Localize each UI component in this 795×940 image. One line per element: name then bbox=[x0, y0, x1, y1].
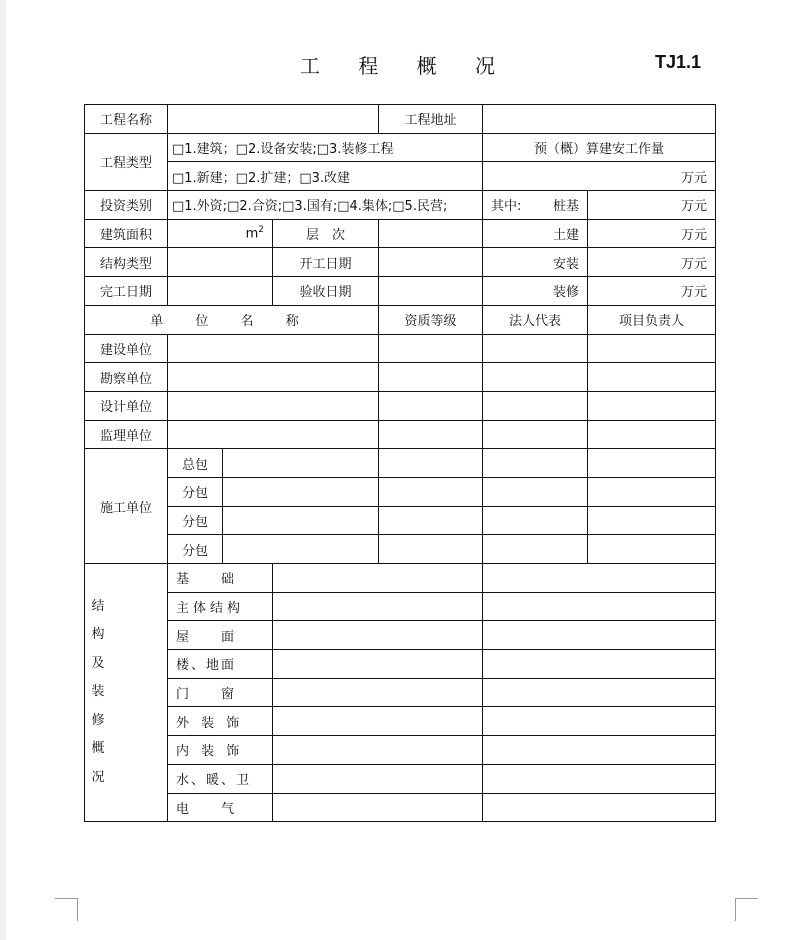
party-label: 勘察单位 bbox=[85, 363, 168, 392]
overview-item-note-field[interactable] bbox=[483, 707, 716, 736]
party-name-field[interactable] bbox=[168, 391, 379, 420]
contractor-qualification-field[interactable] bbox=[379, 477, 483, 506]
contractor-manager-field[interactable] bbox=[588, 477, 716, 506]
project-overview-table bbox=[84, 104, 716, 822]
start-date-label: 开工日期 bbox=[273, 248, 379, 277]
party-manager-field[interactable] bbox=[588, 334, 716, 363]
overview-item-note-field[interactable] bbox=[483, 650, 716, 679]
overview-item-label: 水、暖、卫 bbox=[168, 764, 273, 793]
budget-label: 预（概）算建安工作量 bbox=[483, 133, 716, 162]
contractor-manager-field[interactable] bbox=[588, 449, 716, 478]
party-label: 建设单位 bbox=[85, 334, 168, 363]
contractor-name-field[interactable] bbox=[223, 506, 379, 535]
overview-item-field[interactable] bbox=[273, 564, 483, 593]
legal-rep-header: 法人代表 bbox=[483, 305, 588, 334]
civil-label: 土建 bbox=[483, 219, 588, 248]
finish-date-label: 完工日期 bbox=[85, 277, 168, 306]
decoration-unit: 万元 bbox=[588, 277, 716, 306]
project-address-label: 工程地址 bbox=[379, 105, 483, 134]
contractor-legal-rep-field[interactable] bbox=[483, 449, 588, 478]
area-label: 建筑面积 bbox=[85, 219, 168, 248]
accept-date-field[interactable] bbox=[379, 277, 483, 306]
overview-item-label: 内 装 饰 bbox=[168, 736, 273, 765]
contractor-name-field[interactable] bbox=[223, 535, 379, 564]
pile-label: 其中: 桩基 bbox=[483, 191, 588, 220]
invest-type-options[interactable]: □1.外资;□2.合资;□3.国有;□4.集体;□5.民营; bbox=[168, 191, 483, 220]
overview-item-label: 屋 面 bbox=[168, 621, 273, 650]
party-name-field[interactable] bbox=[168, 334, 379, 363]
construction-unit-label: 施工单位 bbox=[85, 449, 168, 564]
contractor-legal-rep-field[interactable] bbox=[483, 535, 588, 564]
sub-contract-label: 分包 bbox=[168, 477, 223, 506]
general-contract-label: 总包 bbox=[168, 449, 223, 478]
overview-item-note-field[interactable] bbox=[483, 678, 716, 707]
start-date-field[interactable] bbox=[379, 248, 483, 277]
project-address-field[interactable] bbox=[483, 105, 716, 134]
document-title: 工 程 概 况 bbox=[299, 54, 512, 78]
sub-contract-label: 分包 bbox=[168, 506, 223, 535]
overview-item-note-field[interactable] bbox=[483, 592, 716, 621]
contractor-legal-rep-field[interactable] bbox=[483, 506, 588, 535]
overview-item-label: 门 窗 bbox=[168, 678, 273, 707]
party-qualification-field[interactable] bbox=[379, 334, 483, 363]
contractor-qualification-field[interactable] bbox=[379, 449, 483, 478]
overview-item-label: 楼、地面 bbox=[168, 650, 273, 679]
form-code: TJ1.1 bbox=[655, 52, 702, 72]
finish-date-field[interactable] bbox=[168, 277, 273, 306]
install-unit: 万元 bbox=[588, 248, 716, 277]
party-qualification-field[interactable] bbox=[379, 391, 483, 420]
page-edge bbox=[0, 0, 6, 940]
party-label: 设计单位 bbox=[85, 391, 168, 420]
party-legal-rep-field[interactable] bbox=[483, 420, 588, 449]
contractor-manager-field[interactable] bbox=[588, 535, 716, 564]
decoration-label: 装修 bbox=[483, 277, 588, 306]
project-type-label: 工程类型 bbox=[85, 133, 168, 190]
party-legal-rep-field[interactable] bbox=[483, 363, 588, 392]
overview-item-field[interactable] bbox=[273, 793, 483, 822]
contractor-qualification-field[interactable] bbox=[379, 535, 483, 564]
pile-unit: 万元 bbox=[588, 191, 716, 220]
unit-name-header: 单 位 名 称 bbox=[85, 305, 379, 334]
overview-item-field[interactable] bbox=[273, 621, 483, 650]
page-corner-mark-right bbox=[735, 898, 758, 921]
accept-date-label: 验收日期 bbox=[273, 277, 379, 306]
contractor-manager-field[interactable] bbox=[588, 506, 716, 535]
sub-contract-label: 分包 bbox=[168, 535, 223, 564]
invest-type-label: 投资类别 bbox=[85, 191, 168, 220]
overview-item-field[interactable] bbox=[273, 764, 483, 793]
overview-item-label: 基 础 bbox=[168, 564, 273, 593]
structure-overview-label: 结 构 及 装 修 概 况 bbox=[85, 564, 168, 822]
install-label: 安装 bbox=[483, 248, 588, 277]
party-manager-field[interactable] bbox=[588, 420, 716, 449]
qualification-header: 资质等级 bbox=[379, 305, 483, 334]
floors-label: 层 次 bbox=[273, 219, 379, 248]
overview-item-note-field[interactable] bbox=[483, 621, 716, 650]
overview-item-note-field[interactable] bbox=[483, 764, 716, 793]
area-field[interactable]: $m^2$ bbox=[168, 219, 273, 248]
page-corner-mark-left bbox=[55, 898, 78, 921]
overview-item-field[interactable] bbox=[273, 678, 483, 707]
overview-item-note-field[interactable] bbox=[483, 564, 716, 593]
party-manager-field[interactable] bbox=[588, 363, 716, 392]
party-manager-field[interactable] bbox=[588, 391, 716, 420]
party-name-field[interactable] bbox=[168, 420, 379, 449]
contractor-name-field[interactable] bbox=[223, 449, 379, 478]
overview-item-note-field[interactable] bbox=[483, 736, 716, 765]
project-type-options-2[interactable]: □1.新建；□2.扩建；□3.改建 bbox=[168, 162, 483, 191]
structure-type-field[interactable] bbox=[168, 248, 273, 277]
overview-item-field[interactable] bbox=[273, 736, 483, 765]
overview-item-label: 外 装 饰 bbox=[168, 707, 273, 736]
party-legal-rep-field[interactable] bbox=[483, 334, 588, 363]
party-qualification-field[interactable] bbox=[379, 420, 483, 449]
party-qualification-field[interactable] bbox=[379, 363, 483, 392]
overview-item-field[interactable] bbox=[273, 707, 483, 736]
party-name-field[interactable] bbox=[168, 363, 379, 392]
overview-item-field[interactable] bbox=[273, 650, 483, 679]
manager-header: 项目负责人 bbox=[588, 305, 716, 334]
project-name-label: 工程名称 bbox=[85, 105, 168, 134]
contractor-legal-rep-field[interactable] bbox=[483, 477, 588, 506]
project-name-field[interactable] bbox=[168, 105, 379, 134]
of-which-label: 其中: bbox=[491, 199, 522, 215]
contractor-name-field[interactable] bbox=[223, 477, 379, 506]
project-type-options-1[interactable]: □1.建筑；□2.设备安装;□3.装修工程 bbox=[168, 133, 483, 162]
overview-item-label: 主体结构 bbox=[168, 592, 273, 621]
civil-unit: 万元 bbox=[588, 219, 716, 248]
party-label: 监理单位 bbox=[85, 420, 168, 449]
overview-item-note-field[interactable] bbox=[483, 793, 716, 822]
contractor-qualification-field[interactable] bbox=[379, 506, 483, 535]
overview-item-label: 电 气 bbox=[168, 793, 273, 822]
budget-total-unit: 万元 bbox=[483, 162, 716, 191]
overview-item-field[interactable] bbox=[273, 592, 483, 621]
structure-type-label: 结构类型 bbox=[85, 248, 168, 277]
party-legal-rep-field[interactable] bbox=[483, 391, 588, 420]
floors-field[interactable] bbox=[379, 219, 483, 248]
